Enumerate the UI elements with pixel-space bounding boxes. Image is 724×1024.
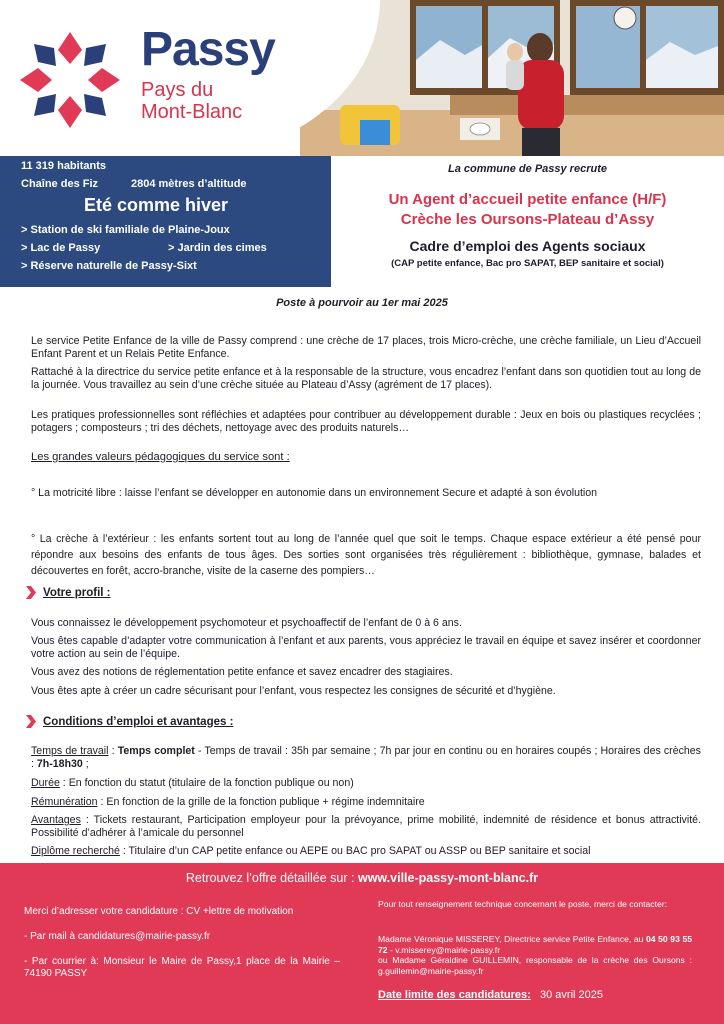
profile-item: Vous êtes apte à créer un cadre sécurisant pour l’enfant, vous respectez les consignes de sécurité et d’hygiène.	[31, 685, 556, 697]
condition-duree: Durée : En fonction du statut (titulaire de la fonction publique ou non)	[31, 777, 354, 789]
logo-subtitle-1: Pays du	[141, 79, 214, 101]
profile-item: Vous connaissez le développement psychomoteur et psychoaffectif de l’enfant de 0 à 6 ans.	[31, 617, 462, 629]
condition-remuneration: Rémunération : En fonction de la grille de la fonction publique + régime indemnitaire	[31, 796, 425, 808]
candidature-mail[interactable]: - Par mail à candidatures@mairie-passy.fr	[24, 931, 211, 942]
profile-item: Vous êtes capable d’adapter votre communication à l’enfant et aux parents, vous appréciez le travail en équipe et savez insérer et coordonner votre action au sein de l’équipe.	[31, 635, 701, 660]
deadline	[378, 989, 603, 1001]
condition-label: Temps de travail	[31, 745, 109, 757]
condition-diplome: Diplôme recherché : Titulaire d’un CAP petite enfance ou AEPE ou BAC pro SAPAT ou ASSP ou BEP sanitaire et social	[31, 845, 591, 857]
info-bullet: > Réserve naturelle de Passy-Sixt	[21, 260, 197, 272]
logo-name: Passy	[141, 23, 275, 76]
condition-avantages: Avantages : Tickets restaurant, Participation employeur pour la prévoyance, prime mobilité, indemnité de résidence et bonus attractivité. Possibilité d’adhérer à l’amicale du personnel	[31, 814, 701, 839]
header	[0, 0, 724, 156]
info-bullet: > Jardin des cimes	[168, 242, 267, 254]
passy-logo-icon	[18, 30, 122, 130]
section-profil	[25, 586, 111, 599]
condition-label: Diplôme recherché	[31, 845, 120, 857]
contact-person: ou Madame Géraldine GUILLEMIN, responsable de la crèche des Oursons : g.guillemin@mairie-passy.fr	[378, 955, 692, 976]
website-link[interactable]: www.ville-passy-mont-blanc.fr	[357, 871, 539, 885]
chevron-right-icon	[25, 715, 37, 728]
contact-phone[interactable]: 04 50 93 55 72	[378, 934, 693, 955]
altitude: 2804 mètres d’altitude	[131, 178, 247, 190]
section-title: Conditions d’emploi et avantages :	[43, 715, 234, 728]
chevron-right-icon	[25, 586, 37, 599]
condition-hours: 7h-18h30	[36, 757, 83, 770]
condition-label: Durée	[31, 777, 60, 789]
deadline-value: 30 avril 2025	[540, 989, 603, 1001]
slogan: Eté comme hiver	[84, 195, 229, 215]
section-title: Votre profil :	[43, 586, 111, 599]
chaine-label: Chaîne des Fiz	[21, 178, 99, 190]
footer	[0, 863, 724, 1024]
recruit-line: La commune de Passy recrute	[448, 163, 607, 175]
values-title: Les grandes valeurs pédagogiques du service sont :	[31, 451, 290, 463]
contact-intro: Pour tout renseignement technique concernant le poste, merci de contacter:	[378, 899, 668, 909]
value-item: ° La motricité libre : laisse l’enfant se développer en autonomie dans un environnement Secure et adapté à son évolution	[31, 487, 598, 499]
population: 11 319 habitants	[21, 160, 106, 172]
intro-paragraph: Le service Petite Enfance de la ville de Passy comprend : une crèche de 17 places, trois Micro-crèche, une crèche familiale, un Lieu d’Accueil Enfant Parent et un Relais Petite Enfance.	[31, 335, 701, 360]
footer-website-line: Retrouvez l’offre détaillée sur : www.ville-passy-mont-blanc.fr	[185, 871, 539, 885]
logo-subtitle-2: Mont-Blanc	[141, 101, 243, 123]
section-conditions	[25, 715, 233, 728]
candidature-instructions: Merci d’adresser votre candidature : CV +lettre de motivation	[24, 906, 294, 917]
town-info-box	[0, 156, 331, 287]
condition-label: Avantages	[31, 814, 81, 826]
contact-person: Madame Véronique MISSEREY, Directrice service Petite Enfance, au 04 50 93 55 72 - v.misserey@mairie-passy.fr	[378, 934, 693, 955]
value-item: ° La crèche à l’extérieur : les enfants sortent tout au long de l’année quel que soit le temps. Chaque espace extérieur a été pensé pour répondre aux besoins des enfants de tous âges. Des sorties sont organisées très régulièrement : bibliothèque, gymnase, balades et découvertes en forêt, accro-branche, visite de la caserne des pompiers…	[31, 533, 701, 577]
job-location: Crèche les Oursons-Plateau d’Assy	[400, 211, 655, 228]
start-date: Poste à pourvoir au 1er mai 2025	[276, 297, 448, 309]
intro-paragraph: Les pratiques professionnelles sont réfléchies et adaptées pour contribuer au développement durable : Jeux en bois ou plastiques recyclées ; potagers ; composteurs ; tri des déchets, nettoyage avec des produits naturels…	[31, 409, 701, 434]
intro-paragraph: Rattaché à la directrice du service petite enfance et à la responsable de la structure, vous encadrez l’enfant dans son quotidien tout au long de la journée. Vous travaillez au sein d’une crèche située au Plateau d’Assy (agrément de 17 places).	[31, 366, 701, 391]
profile-item: Vous avez des notions de réglementation petite enfance et savez encadrer des stagiaires.	[31, 666, 453, 678]
condition-temps: Temps de travail : Temps complet - Temps de travail : 35h par semaine ; 7h par jour en continu ou en horaires coupés ; Horaires des crèches : 7h-18h30 ;	[31, 745, 701, 770]
deadline-label: Date limite des candidatures:	[378, 989, 531, 1001]
condition-label: Rémunération	[31, 796, 98, 808]
job-diplomas: (CAP petite enfance, Bac pro SAPAT, BEP sanitaire et social)	[391, 258, 664, 269]
info-bullet: > Lac de Passy	[21, 242, 101, 254]
candidature-courrier: - Par courrier à: Monsieur le Maire de Passy,1 place de la Mairie – 74190 PASSY	[24, 956, 340, 979]
job-category: Cadre d’emploi des Agents sociaux	[409, 238, 646, 254]
info-bullet: > Station de ski familiale de Plaine-Joux	[21, 224, 230, 236]
condition-value: Temps complet	[117, 745, 195, 757]
job-title: Un Agent d’accueil petite enfance (H/F)	[388, 191, 667, 208]
